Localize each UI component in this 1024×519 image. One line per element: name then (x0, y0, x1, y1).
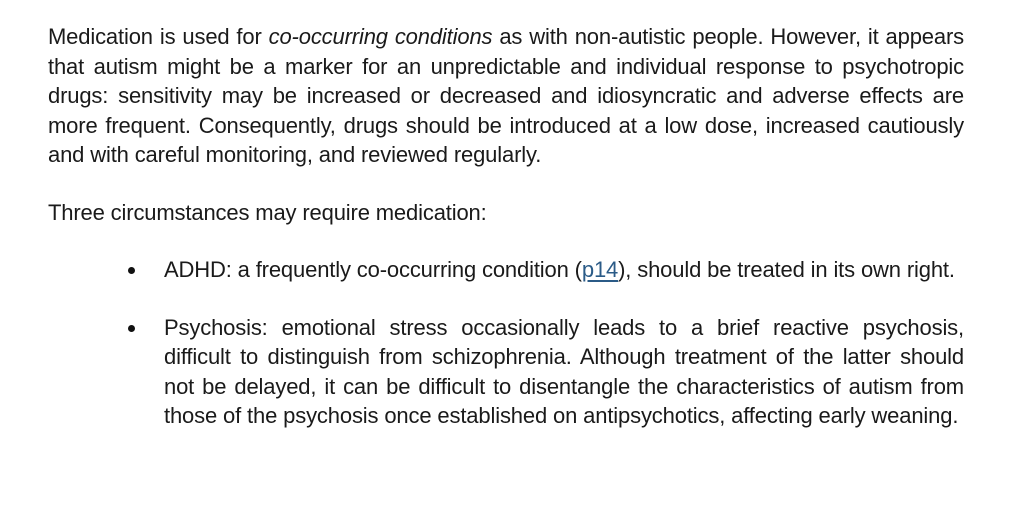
bullet-text-psychosis: Psychosis: emotional stress occasionally leads to a brief reactive psychosis, difficult to distinguish from schizophrenia. Although treatment of the latter should not be delayed, it can be difficult to disentangle the characteristics of autism from those of the psychosis once established on antipsychotics, affecting early weaning. (164, 314, 964, 428)
intro-text-end: as with non-autistic people. However, it appears that autism might be a marker for an unpredictable and individual response to psychotropic drugs: sensitivity may be increased or decreased and idiosyncratic and adverse effects are more frequent. Consequently, drugs should be introduced at a low dose, increased cautiously and with careful monitoring, and reviewed regularly. (48, 24, 964, 167)
bullet-list (48, 255, 964, 431)
list-item (48, 313, 964, 431)
lead-paragraph: Three circumstances may require medication: (48, 199, 487, 225)
bullet-text-adhd (164, 255, 964, 285)
intro-text-start: Medication is used for (48, 24, 269, 49)
list-item (48, 255, 964, 285)
intro-paragraph (48, 22, 964, 170)
bullet-icon (128, 325, 135, 332)
bullet-icon (128, 267, 135, 274)
document-body (48, 22, 964, 459)
bullet-text-before: ADHD: a frequently co-occurring condition ( (164, 257, 582, 282)
intro-emphasis: co-occurring conditions (268, 24, 493, 49)
bullet-text-after: ), should be treated in its own right. (618, 257, 955, 282)
page-reference-link[interactable]: p14 (581, 257, 619, 282)
